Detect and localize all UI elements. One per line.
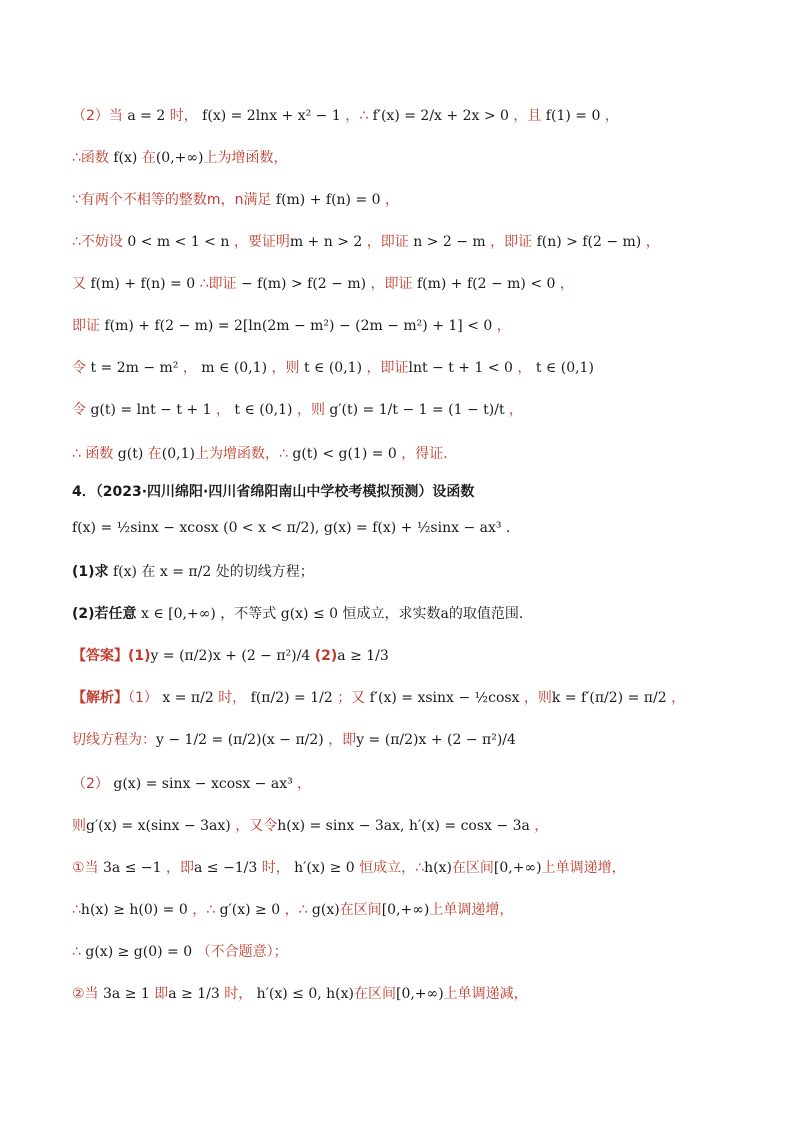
math-expression: g′(x) = x(sinx − 3ax)	[86, 818, 236, 834]
text-fragment: ，不等式	[220, 606, 277, 622]
text-fragment: ，则	[296, 402, 325, 418]
math-expression: f(m) + f(n) = 0	[271, 192, 386, 208]
math-expression: a ≤ −1/3	[194, 860, 262, 876]
text-fragment: ，即	[328, 732, 357, 748]
text-fragment: ，	[517, 360, 532, 376]
math-expression: 3a ≤ −1	[98, 860, 166, 876]
text-line-l15	[72, 688, 732, 708]
text-fragment: (2)若任意	[72, 606, 137, 622]
math-expression: g(x) ≤ 0	[276, 606, 343, 622]
text-line-l07	[72, 358, 732, 378]
math-expression: g′(x) ≥ 0	[215, 902, 285, 918]
text-line-l02	[72, 148, 732, 168]
math-expression: [0,+∞)	[381, 902, 430, 918]
math-expression: y = (π/2)x + (2 − π²)/4	[356, 732, 516, 748]
math-expression: lnt − t + 1 < 0	[408, 360, 518, 376]
text-fragment: ∴不妨设	[72, 234, 123, 250]
text-fragment: ，则	[271, 360, 300, 376]
text-fragment: 时，	[218, 690, 247, 706]
math-expression: h′(x) ≥ 0	[289, 860, 360, 876]
text-fragment: 时，	[169, 108, 198, 124]
text-fragment: ，	[215, 402, 230, 418]
text-fragment: 恒成立，∴	[359, 860, 425, 876]
text-line-l06	[72, 316, 732, 336]
text-fragment: 在	[141, 150, 156, 166]
text-fragment: ，	[604, 108, 619, 124]
math-expression: m + n > 2	[289, 234, 367, 250]
text-fragment: 又	[72, 276, 86, 292]
math-expression: g(x)	[307, 902, 340, 918]
text-line-l18	[72, 816, 732, 836]
text-fragment: 处的切线方程；	[215, 564, 314, 580]
text-fragment: 上单调递减，	[443, 986, 528, 1002]
text-fragment: ∴	[72, 944, 81, 960]
text-fragment: n	[234, 192, 244, 208]
math-expression: t ∈ (0,1)	[299, 360, 367, 376]
math-expression: x = π/2	[155, 564, 216, 580]
text-fragment: ∴即证	[199, 276, 237, 292]
text-fragment: 满足	[243, 192, 272, 208]
text-fragment: ，即证	[370, 276, 413, 292]
math-expression: (0,+∞)	[155, 150, 204, 166]
math-expression: m ∈ (0,1)	[196, 360, 272, 376]
math-expression: x ∈ [0,+∞)	[136, 606, 221, 622]
text-fragment: （1）	[128, 690, 158, 706]
math-expression: n > 2 − m	[408, 234, 491, 250]
text-fragment: ，∴	[192, 902, 216, 918]
math-expression: x = π/2	[157, 690, 219, 706]
text-fragment: 恒成立，求实数	[342, 606, 441, 622]
text-fragment: ，	[534, 818, 549, 834]
text-fragment: ，即证	[490, 234, 533, 250]
math-expression: f′(x) = xsinx − ½cosx	[365, 690, 524, 706]
text-fragment: ，∴	[345, 108, 369, 124]
math-expression: a	[440, 606, 449, 622]
math-expression: g(x) ≥ g(0) = 0	[80, 944, 197, 960]
text-fragment: （不合题意）；	[196, 944, 288, 960]
math-expression: k = f′(π/2) = π/2	[551, 690, 672, 706]
math-expression: f(m) + f(2 − m) = 2[ln(2m − m²) − (2m − m²) + 1] < 0	[100, 318, 497, 334]
text-fragment: 令	[72, 360, 86, 376]
text-fragment: 在区间	[339, 902, 382, 918]
text-fragment: ，	[496, 318, 511, 334]
math-expression: − f(m) > f(2 − m)	[236, 276, 371, 292]
math-expression: f(π/2) = 1/2	[246, 690, 338, 706]
text-fragment: 即	[154, 986, 169, 1002]
math-expression: [0,+∞)	[395, 986, 444, 1002]
text-fragment: 在	[147, 446, 162, 462]
text-fragment: 即证	[72, 318, 100, 334]
math-expression: g(t) < g(1) = 0	[287, 446, 402, 462]
math-expression: y = (π/2)x + (2 − π²)/4	[150, 648, 315, 664]
math-expression: [0,+∞)	[493, 860, 542, 876]
math-expression: h′(x) ≤ 0, h(x)	[252, 986, 354, 1002]
text-line-l09	[72, 444, 732, 464]
text-line-l16	[72, 730, 732, 750]
text-fragment: 【解析】	[72, 690, 128, 706]
math-expression: a ≥ 1/3	[337, 648, 389, 664]
text-fragment: 切线方程为：	[72, 732, 156, 748]
text-fragment: 上为增函数，	[203, 150, 288, 166]
text-fragment: ，	[182, 360, 197, 376]
text-fragment: 时，	[261, 860, 290, 876]
text-fragment: 的取值范围．	[448, 606, 533, 622]
math-expression: 3a ≥ 1	[98, 986, 155, 1002]
text-fragment: ②当	[72, 986, 99, 1002]
text-line-l05	[72, 274, 732, 294]
text-fragment: (2)	[314, 648, 338, 664]
text-fragment: 在	[141, 564, 156, 580]
math-expression: a ≥ 1/3	[168, 986, 225, 1002]
math-expression: f′(x) = 2/x + 2x > 0	[368, 108, 514, 124]
text-fragment: ①当	[72, 860, 99, 876]
math-expression: g′(t) = 1/t − 1 = (1 − t)/t	[324, 402, 510, 418]
math-expression: f(x)	[108, 564, 142, 580]
text-line-l03	[72, 190, 732, 210]
text-fragment: 在区间	[353, 986, 396, 1002]
text-fragment: ，且	[513, 108, 542, 124]
math-expression: h(x) = sinx − 3ax, h′(x) = cosx − 3a	[277, 818, 535, 834]
text-fragment: ，∴	[284, 902, 308, 918]
math-expression: 0 < m < 1 < n	[122, 234, 234, 250]
text-fragment: ，	[671, 690, 686, 706]
text-line-l20	[72, 900, 732, 920]
text-fragment: ，即证	[366, 360, 409, 376]
text-fragment: ∴函数	[72, 150, 109, 166]
text-fragment: (1)	[128, 648, 151, 664]
text-line-l11	[72, 518, 732, 538]
math-expression: f(m) + f(n) = 0	[86, 276, 200, 292]
text-fragment: ，得证．	[401, 446, 458, 462]
math-expression: h(x) ≥ h(0) = 0	[80, 902, 193, 918]
math-expression: g(x) = sinx − xcosx − ax³	[108, 776, 298, 792]
math-expression: a = 2	[122, 108, 170, 124]
text-line-l13	[72, 604, 732, 624]
text-line-l14	[72, 646, 732, 666]
math-expression: g(t)	[113, 446, 148, 462]
text-fragment: ，	[297, 776, 312, 792]
text-line-l22	[72, 984, 732, 1004]
text-line-l01	[72, 106, 732, 126]
text-line-l10	[72, 482, 732, 502]
text-fragment: 【答案】	[72, 648, 128, 664]
text-fragment: ，	[509, 402, 524, 418]
text-fragment: m	[206, 192, 221, 208]
math-expression: f(m) + f(2 − m) < 0	[412, 276, 560, 292]
text-fragment: ，	[559, 276, 574, 292]
text-fragment: ，即证	[366, 234, 409, 250]
math-expression: f(x)	[108, 150, 142, 166]
text-fragment: ∴	[72, 902, 81, 918]
math-expression: f(x) = 2lnx + x² − 1	[197, 108, 346, 124]
text-fragment: 上单调递增，	[429, 902, 514, 918]
text-line-l19	[72, 858, 732, 878]
text-fragment: ∵有两个不相等的整数	[72, 192, 207, 208]
text-fragment: ，要证明	[233, 234, 290, 250]
text-fragment: （2）	[72, 776, 109, 792]
text-fragment: 令	[72, 402, 86, 418]
math-expression: f(n) > f(2 − m)	[532, 234, 646, 250]
text-fragment: （2）当	[72, 108, 123, 124]
text-fragment: 在区间	[451, 860, 494, 876]
text-fragment: ，即	[166, 860, 194, 876]
text-line-l12	[72, 562, 732, 582]
text-line-l08	[72, 400, 732, 420]
math-expression: f(1) = 0	[541, 108, 605, 124]
math-expression: t = 2m − m²	[86, 360, 183, 376]
text-fragment: ，	[645, 234, 660, 250]
text-fragment: 上单调递增，	[541, 860, 626, 876]
text-fragment: (1)求	[72, 564, 109, 580]
math-expression: h(x)	[424, 860, 452, 876]
text-fragment: ；又	[337, 690, 366, 706]
text-fragment: ∴ 函数	[72, 446, 114, 462]
math-expression: t ∈ (0,1)	[229, 402, 297, 418]
math-expression: y − 1/2 = (π/2)(x − π/2)	[156, 732, 329, 748]
math-expression: f(x) = ½sinx − xcosx (0 < x < π/2), g(x) = f(x) + ½sinx − ax³ ．	[72, 520, 520, 536]
text-fragment: ，	[385, 192, 400, 208]
text-fragment: ，	[220, 192, 235, 208]
text-line-l17	[72, 774, 732, 794]
text-fragment: 4．（2023·四川绵阳·四川省绵阳南山中学校考模拟预测）设函数	[72, 484, 475, 500]
math-expression: g(t) = lnt − t + 1	[86, 402, 216, 418]
text-fragment: ，又令	[235, 818, 278, 834]
math-expression: t ∈ (0,1)	[531, 360, 594, 376]
text-fragment: ，则	[523, 690, 552, 706]
text-line-l04	[72, 232, 732, 252]
text-fragment: 上为增函数，∴	[194, 446, 288, 462]
math-expression: (0,1)	[161, 446, 195, 462]
text-fragment: 时，	[224, 986, 253, 1002]
text-line-l21	[72, 942, 732, 962]
text-fragment: 则	[72, 818, 86, 834]
